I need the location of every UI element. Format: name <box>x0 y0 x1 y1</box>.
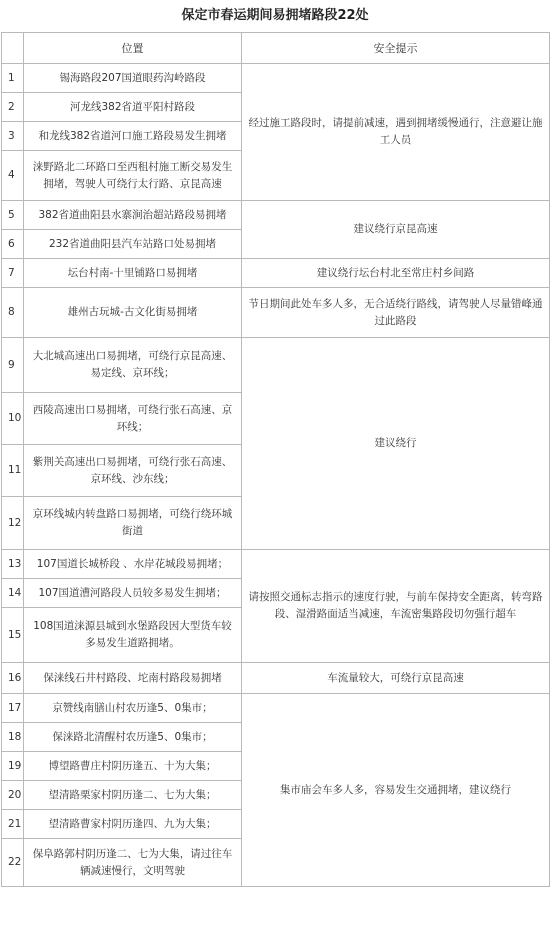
row-number: 19 <box>2 752 24 781</box>
tip-cell: 车流量较大，可绕行京昆高速 <box>242 663 550 694</box>
location-cell: 108国道涞源县城到水堡路段因大型货车较多易发生道路拥堵。 <box>24 608 242 663</box>
table-row <box>2 64 550 93</box>
location-cell: 232省道曲阳县汽车站路口处易拥堵 <box>24 230 242 259</box>
row-number: 8 <box>2 288 24 338</box>
location-cell: 坛台村南-十里铺路口易拥堵 <box>24 259 242 288</box>
row-number: 5 <box>2 201 24 230</box>
tip-cell: 建议绕行坛台村北至常庄村乡间路 <box>242 259 550 288</box>
location-cell: 京赞线南膳山村农历逢5、0集市； <box>24 694 242 723</box>
congestion-table <box>1 32 550 887</box>
row-number: 10 <box>2 393 24 445</box>
location-cell: 大北城高速出口易拥堵，可绕行京昆高速、易定线、京环线； <box>24 338 242 393</box>
row-number: 9 <box>2 338 24 393</box>
location-cell: 涞野路北二环路口至西租村施工断交易发生拥堵，驾驶人可绕行太行路、京昆高速 <box>24 151 242 201</box>
location-cell: 107国道漕河路段人员较多易发生拥堵； <box>24 579 242 608</box>
row-number: 6 <box>2 230 24 259</box>
row-number: 4 <box>2 151 24 201</box>
location-cell: 西陵高速出口易拥堵，可绕行张石高速、京环线； <box>24 393 242 445</box>
table-row <box>2 694 550 723</box>
row-number: 14 <box>2 579 24 608</box>
header-location: 位置 <box>24 33 242 64</box>
row-number: 3 <box>2 122 24 151</box>
location-cell: 望清路栗家村阴历逢二、七为大集； <box>24 781 242 810</box>
tip-cell: 节日期间此处车多人多，无合适绕行路线，请驾驶人尽量错峰通过此路段 <box>242 288 550 338</box>
row-number: 7 <box>2 259 24 288</box>
header-index <box>2 33 24 64</box>
row-number: 12 <box>2 497 24 550</box>
table-row <box>2 550 550 579</box>
row-number: 18 <box>2 723 24 752</box>
location-cell: 保涞线石井村路段、坨南村路段易拥堵 <box>24 663 242 694</box>
table-row <box>2 201 550 230</box>
location-cell: 107国道长城桥段 、水岸花城段易拥堵； <box>24 550 242 579</box>
row-number: 15 <box>2 608 24 663</box>
location-cell: 锡海路段207国道眼药沟岭路段 <box>24 64 242 93</box>
row-number: 2 <box>2 93 24 122</box>
table-row <box>2 663 550 694</box>
row-number: 11 <box>2 445 24 497</box>
location-cell: 保阜路郭村阴历逢二、七为大集，请过往车辆减速慢行，文明驾驶 <box>24 839 242 887</box>
location-cell: 紫荆关高速出口易拥堵，可绕行张石高速、京环线、沙东线； <box>24 445 242 497</box>
row-number: 13 <box>2 550 24 579</box>
tip-cell: 建议绕行京昆高速 <box>242 201 550 259</box>
location-cell: 382省道曲阳县水寨涧治超站路段易拥堵 <box>24 201 242 230</box>
row-number: 1 <box>2 64 24 93</box>
row-number: 17 <box>2 694 24 723</box>
location-cell: 望清路曹家村阴历逢四、九为大集； <box>24 810 242 839</box>
table-row <box>2 288 550 338</box>
location-cell: 博望路曹庄村阴历逢五、十为大集； <box>24 752 242 781</box>
location-cell: 京环线城内转盘路口易拥堵，可绕行绕环城街道 <box>24 497 242 550</box>
location-cell: 和龙线382省道河口施工路段易发生拥堵 <box>24 122 242 151</box>
tip-cell: 建议绕行 <box>242 338 550 550</box>
tip-cell: 请按照交通标志指示的速度行驶，与前车保持安全距离，转弯路段、湿滑路面适当减速，车流密集路段切勿强行超车 <box>242 550 550 663</box>
table-row <box>2 338 550 393</box>
row-number: 21 <box>2 810 24 839</box>
page-title: 保定市春运期间易拥堵路段22处 <box>181 8 369 23</box>
row-number: 20 <box>2 781 24 810</box>
table-row <box>2 259 550 288</box>
location-cell: 雄州古玩城-古文化街易拥堵 <box>24 288 242 338</box>
location-cell: 保涞路北清醒村农历逢5、0集市； <box>24 723 242 752</box>
row-number: 22 <box>2 839 24 887</box>
header-tip: 安全提示 <box>242 33 550 64</box>
table-header-row <box>2 33 550 64</box>
tip-cell: 集市庙会车多人多，容易发生交通拥堵，建议绕行 <box>242 694 550 887</box>
tip-cell: 经过施工路段时，请提前减速，遇到拥堵缓慢通行，注意避让施工人员 <box>242 64 550 201</box>
row-number: 16 <box>2 663 24 694</box>
location-cell: 河龙线382省道平阳村路段 <box>24 93 242 122</box>
